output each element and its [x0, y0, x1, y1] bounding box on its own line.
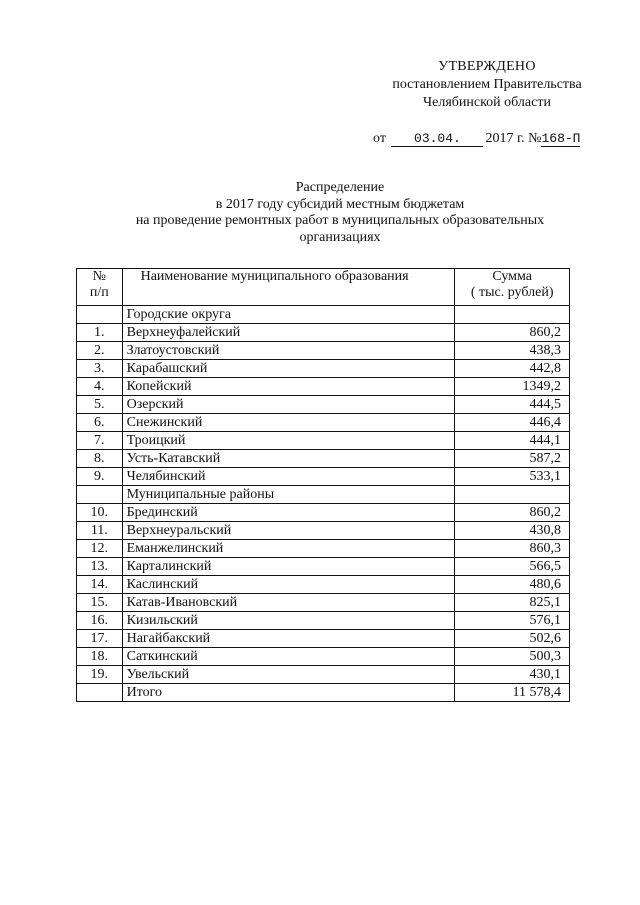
title-line-3: на проведение ремонтных работ в муниципальных образовательных — [135, 213, 545, 228]
row-number: 6. — [77, 414, 123, 432]
row-number: 15. — [77, 594, 123, 612]
row-sum: 860,3 — [455, 540, 570, 558]
row-number: 13. — [77, 558, 123, 576]
row-name: Снежинский — [122, 414, 455, 432]
table-row — [77, 504, 570, 522]
row-number: 16. — [77, 612, 123, 630]
row-sum: 860,2 — [455, 504, 570, 522]
row-number: 7. — [77, 432, 123, 450]
title-line-4: организациях — [299, 229, 381, 245]
approval-line-2: Челябинской области — [423, 95, 551, 110]
row-sum: 430,8 — [455, 522, 570, 540]
table-row — [77, 486, 570, 504]
date-prefix: от — [373, 131, 386, 146]
row-sum: 533,1 — [455, 468, 570, 486]
table-row — [77, 594, 570, 612]
header-number — [77, 269, 123, 306]
row-sum: 11 578,4 — [455, 684, 570, 702]
decree-date: 03.04. — [391, 131, 483, 147]
row-number: 1. — [77, 324, 123, 342]
row-name: Катав-Ивановский — [122, 594, 455, 612]
decree-year-text: 2017 г. № — [485, 131, 542, 146]
row-number: 9. — [77, 468, 123, 486]
row-number — [77, 486, 123, 504]
row-sum: 444,1 — [455, 432, 570, 450]
table-row — [77, 576, 570, 594]
row-name: Итого — [122, 684, 455, 702]
row-sum: 502,6 — [455, 630, 570, 648]
table-row — [77, 432, 570, 450]
row-name: Нагайбакский — [122, 630, 455, 648]
table-row — [77, 306, 570, 324]
table-row — [77, 360, 570, 378]
table-row — [77, 666, 570, 684]
row-sum: 442,8 — [455, 360, 570, 378]
row-sum: 444,5 — [455, 396, 570, 414]
distribution-table — [76, 268, 570, 702]
header-sum-line-2: ( тыс. рублей) — [470, 285, 554, 300]
table-row — [77, 342, 570, 360]
approval-stamp — [372, 58, 602, 112]
header-name: Наименование муниципального образования — [122, 269, 455, 306]
decree-number: 168-П — [541, 131, 581, 146]
title-line-1: Распределение — [295, 180, 385, 195]
row-name: Увельский — [122, 666, 455, 684]
row-number — [77, 306, 123, 324]
row-name: Карталинский — [122, 558, 455, 576]
table-row — [77, 414, 570, 432]
row-number: 14. — [77, 576, 123, 594]
row-number: 19. — [77, 666, 123, 684]
row-sum: 438,3 — [455, 342, 570, 360]
row-number — [77, 684, 123, 702]
table-row — [77, 630, 570, 648]
title-line-2: в 2017 году субсидий местным бюджетам — [215, 196, 465, 212]
header-number-line-2: п/п — [89, 285, 109, 300]
table-row — [77, 468, 570, 486]
table-row — [77, 684, 570, 702]
table-row — [77, 522, 570, 540]
row-number: 17. — [77, 630, 123, 648]
document-title — [60, 180, 620, 246]
row-name: Челябинский — [122, 468, 455, 486]
table-row — [77, 396, 570, 414]
row-number: 11. — [77, 522, 123, 540]
header-sum-line-1: Сумма — [492, 269, 532, 284]
row-number: 4. — [77, 378, 123, 396]
table-body — [77, 306, 570, 702]
row-name: Златоустовский — [122, 342, 455, 360]
row-name: Кизильский — [122, 612, 455, 630]
row-name: Троицкий — [122, 432, 455, 450]
table-row — [77, 324, 570, 342]
table-row — [77, 450, 570, 468]
row-sum: 576,1 — [455, 612, 570, 630]
decree-date-line — [373, 131, 580, 147]
row-number: 18. — [77, 648, 123, 666]
row-number: 12. — [77, 540, 123, 558]
row-name: Верхнеуфалейский — [122, 324, 455, 342]
row-sum: 825,1 — [455, 594, 570, 612]
row-name: Каслинский — [122, 576, 455, 594]
row-sum: 446,4 — [455, 414, 570, 432]
table-row — [77, 378, 570, 396]
row-sum: 566,5 — [455, 558, 570, 576]
row-name: Городские округа — [122, 306, 455, 324]
table-row — [77, 558, 570, 576]
row-name: Саткинский — [122, 648, 455, 666]
row-sum: 860,2 — [455, 324, 570, 342]
header-sum — [455, 269, 570, 306]
row-number: 3. — [77, 360, 123, 378]
row-sum: 480,6 — [455, 576, 570, 594]
row-name: Озерский — [122, 396, 455, 414]
table-row — [77, 540, 570, 558]
row-name: Копейский — [122, 378, 455, 396]
row-name: Муниципальные районы — [122, 486, 455, 504]
row-sum — [455, 486, 570, 504]
row-sum: 1349,2 — [455, 378, 570, 396]
approval-line-1: постановлением Правительства — [392, 77, 582, 92]
row-name: Верхнеуральский — [122, 522, 455, 540]
approval-heading: УТВЕРЖДЕНО — [438, 59, 536, 74]
table-row — [77, 648, 570, 666]
row-name: Карабашский — [122, 360, 455, 378]
header-number-line-1: № — [92, 269, 106, 284]
row-number: 2. — [77, 342, 123, 360]
row-sum: 500,3 — [455, 648, 570, 666]
row-number: 10. — [77, 504, 123, 522]
row-name: Усть-Катавский — [122, 450, 455, 468]
row-sum: 430,1 — [455, 666, 570, 684]
table-header-row — [77, 269, 570, 306]
row-name: Еманжелинский — [122, 540, 455, 558]
row-sum: 587,2 — [455, 450, 570, 468]
row-name: Брединский — [122, 504, 455, 522]
row-number: 8. — [77, 450, 123, 468]
table-row — [77, 612, 570, 630]
row-number: 5. — [77, 396, 123, 414]
row-sum — [455, 306, 570, 324]
